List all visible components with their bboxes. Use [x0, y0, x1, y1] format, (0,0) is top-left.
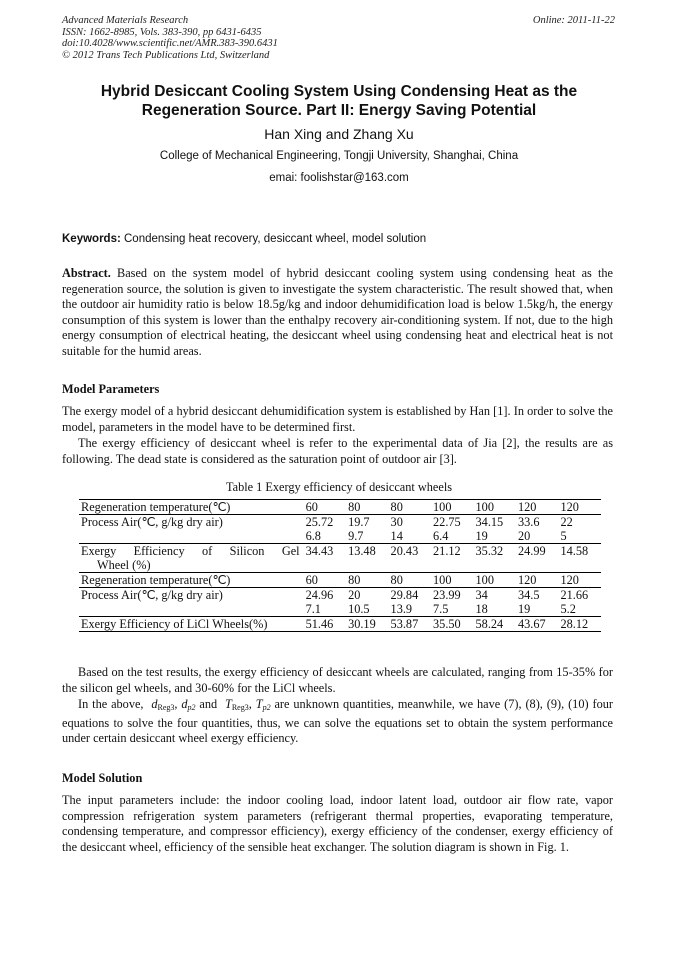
table-cell-label: Exergy Efficiency of Silicon Gel Wheel (%)	[79, 544, 304, 573]
table-cell: 80	[389, 573, 431, 588]
table-cell: 100	[431, 500, 473, 515]
table-cell: 34.43	[304, 544, 346, 573]
table-cell: 24.99	[516, 544, 558, 573]
table-cell: 21.12	[431, 544, 473, 573]
journal-header	[62, 15, 278, 61]
table-cell: 23.99 7.5	[431, 588, 473, 617]
table-cell: 34.5 19	[516, 588, 558, 617]
abstract-label: Abstract.	[62, 266, 111, 280]
copyright-line: © 2012 Trans Tech Publications Ltd, Switzerland	[62, 49, 270, 61]
table-cell: 100	[474, 573, 516, 588]
table-row	[79, 588, 601, 617]
table-cell: 120	[516, 500, 558, 515]
keywords-text: Condensing heat recovery, desiccant wheel, model solution	[124, 233, 427, 245]
table-cell: 28.12	[558, 617, 601, 632]
table-row	[79, 617, 601, 632]
math-t-reg3: $T_{Reg3}$	[225, 697, 249, 712]
table-cell: 58.24	[474, 617, 516, 632]
table-row	[79, 544, 601, 573]
table-cell: 60	[304, 500, 346, 515]
table-caption: Table 1 Exergy efficiency of desiccant wheels	[225, 480, 453, 494]
issn-line: ISSN: 1662-8985, Vols. 383-390, pp 6431-6435	[62, 26, 262, 38]
table-cell: 51.46	[304, 617, 346, 632]
title-line-2: Regeneration Source. Part II: Energy Saving Potential	[141, 102, 537, 119]
table-cell: 21.66 5.2	[558, 588, 601, 617]
table-cell: 34.15 19	[474, 515, 516, 544]
section-heading-model-parameters: Model Parameters	[62, 382, 160, 396]
table-row	[79, 515, 601, 544]
table-cell: 100	[474, 500, 516, 515]
table-cell-label: Regeneration temperature(℃)	[79, 573, 304, 588]
section-heading-model-solution: Model Solution	[62, 771, 143, 785]
keywords	[62, 232, 616, 247]
table-cell: 30 14	[389, 515, 431, 544]
table-cell: 33.6 20	[516, 515, 558, 544]
table-row	[79, 573, 601, 588]
abstract-text: Based on the system model of hybrid desiccant cooling system using condensing heat as the regeneration source, the solution is given to investigate the system characteristic. The result showed that, when the outdoor air humidity ratio is below 18.5g/kg and indoor dehumidification load is below 1.5kg/h, the energy consumption of this system is lower than the enthalpy recovery air-conditioning system. If not, due to the high energy consumption of electrical heating, the desiccant wheel using condensing heat and electrical heat is not suitable for the humid areas.	[62, 266, 613, 358]
paper-title	[62, 82, 616, 120]
table-cell: 53.87	[389, 617, 431, 632]
table-cell: 20 10.5	[346, 588, 388, 617]
table-cell: 22.75 6.4	[431, 515, 473, 544]
results-para: Based on the test results, the exergy efficiency of desiccant wheels are calculated, ranging from 15-35% for the silicon gel wheels, and 30-60% for the LiCl wheels.	[62, 665, 613, 695]
unknowns-para: In the above, $d_{Reg3}$, dp2 and $T_{Reg3}$, Tp2 are unknown quantities, meanwhile, we have (7), (8), (9), (10) four equations to solve the four quantities, thus, we can solve the equations set to obtain the system performance under certain desiccant wheel exergy efficiency.	[62, 697, 613, 745]
email-address[interactable]: emai: foolishstar@163.com	[269, 172, 409, 184]
table-row	[79, 500, 601, 515]
model-parameters-para-1: The exergy model of a hybrid desiccant dehumidification system is established by Han [1]. In order to solve the model, parameters in the model have to be determined first.	[62, 404, 613, 434]
table-cell-label: Regeneration temperature(℃)	[79, 500, 304, 515]
math-d-reg3: $d_{Reg3}$	[151, 697, 175, 712]
journal-name: Advanced Materials Research	[62, 15, 189, 26]
affiliation: College of Mechanical Engineering, Tongji University, Shanghai, China	[159, 150, 519, 162]
table-cell: 30.19	[346, 617, 388, 632]
table-cell: 34 18	[474, 588, 516, 617]
table-cell: 80	[346, 573, 388, 588]
table-cell: 25.72 6.8	[304, 515, 346, 544]
table-cell: 35.32	[474, 544, 516, 573]
table-cell: 19.7 9.7	[346, 515, 388, 544]
table-cell: 43.67	[516, 617, 558, 632]
table-cell-label: Exergy Efficiency of LiCl Wheels(%)	[79, 617, 304, 632]
table-cell: 14.58	[558, 544, 601, 573]
table-cell: 120	[516, 573, 558, 588]
table-cell-label: Process Air(℃, g/kg dry air)	[79, 588, 304, 617]
table-cell: 80	[346, 500, 388, 515]
math-d-p2: dp2	[181, 697, 196, 712]
keywords-label: Keywords:	[62, 233, 121, 245]
abstract	[62, 266, 613, 359]
title-line-1: Hybrid Desiccant Cooling System Using Condensing Heat as the	[100, 83, 578, 100]
online-date: Online: 2011-11-22	[532, 15, 615, 26]
table-cell: 100	[431, 573, 473, 588]
authors: Han Xing and Zhang Xu	[264, 126, 414, 142]
table-cell: 120	[558, 500, 601, 515]
model-parameters-para-2: The exergy efficiency of desiccant wheel is refer to the experimental data of Jia [2], the results are as following. The dead state is considered as the saturation point of outdoor air [3].	[62, 436, 613, 466]
table-cell-label: Process Air(℃, g/kg dry air)	[79, 515, 304, 544]
table-cell: 35.50	[431, 617, 473, 632]
exergy-efficiency-table	[79, 499, 601, 632]
table-cell: 120	[558, 573, 601, 588]
table-cell: 24.96 7.1	[304, 588, 346, 617]
table-cell: 13.48	[346, 544, 388, 573]
table-cell: 29.84 13.9	[389, 588, 431, 617]
table-cell: 22 5	[558, 515, 601, 544]
model-solution-para: The input parameters include: the indoor cooling load, indoor latent load, outdoor air flow rate, vapor compression refrigeration system parameters (refrigerant thermal properties, evaporating temperature, condensing temperature, and compressor efficiency), exergy efficiency of the condenser, exergy efficiency of the desiccant wheel, efficiency of the sensible heat exchanger. The solution diagram is shown in Fig. 1.	[62, 793, 613, 854]
table-cell: 60	[304, 573, 346, 588]
table-cell: 20.43	[389, 544, 431, 573]
doi-line[interactable]: doi:10.4028/www.scientific.net/AMR.383-390.6431	[62, 38, 278, 49]
table-cell: 80	[389, 500, 431, 515]
math-t-p2: Tp2	[255, 697, 271, 712]
